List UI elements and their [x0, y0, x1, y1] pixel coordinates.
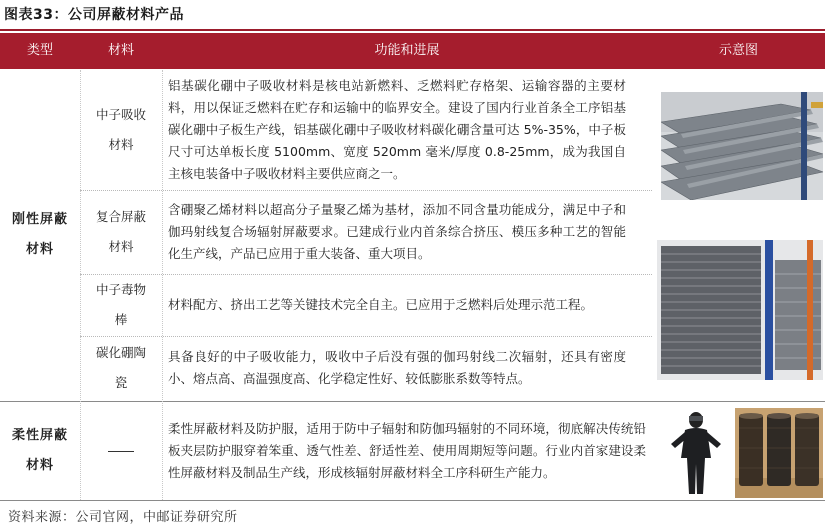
table-header [0, 33, 825, 69]
material-line: 材料 [108, 239, 134, 254]
type-flexible [0, 402, 80, 500]
group-divider [0, 401, 825, 402]
material-line: 瓷 [114, 375, 128, 390]
source-note: 资料来源：公司官网，中邮证券研究所 [8, 510, 238, 525]
material-line: 中子毒物 [95, 282, 146, 297]
material-line: 碳化硼陶 [95, 345, 146, 360]
material-line: 材料 [108, 137, 134, 152]
material-flexible [80, 402, 162, 500]
suit-photo [661, 408, 731, 498]
material-line: 棒 [114, 312, 128, 327]
header-image: 示意图 [718, 43, 758, 58]
header-type: 类型 [26, 43, 53, 58]
figure-title: 图表33：公司屏蔽材料产品 [4, 7, 184, 23]
type-rigid-line2: 材料 [25, 242, 54, 257]
type-rigid-line1: 刚性屏蔽 [11, 212, 68, 227]
material-poison-rod [80, 274, 162, 336]
title-rule [0, 29, 825, 31]
material-ceramic [80, 336, 162, 400]
rolls-photo [735, 408, 823, 498]
desc-composite: 含硼聚乙烯材料以超高分子量聚乙烯为基材，添加不同含量功能成分，满足中子和伽玛射线复合场辐射屏蔽要求。已建成行业内首条综合挤压、模压多种工艺的智能化生产线，产品已应用于重大装备、重大项目。 [168, 202, 626, 261]
stacks-photo [657, 240, 823, 380]
material-dash [108, 451, 134, 452]
row-divider [80, 336, 652, 337]
col-divider [80, 70, 81, 500]
col-divider [162, 70, 163, 500]
type-rigid [0, 70, 80, 400]
table-bottom-rule [0, 500, 825, 501]
plates-photo [661, 92, 823, 200]
material-composite [80, 190, 162, 274]
desc-flexible: 柔性屏蔽材料及防护服，适用于防中子辐射和防伽玛辐射的不同环境，彻底解决传统铅板夹层防护服穿着笨重、透气性差、舒适性差、使用周期短等问题。行业内首家建设柔性屏蔽材料及制品生产线，形成核辐射屏蔽材料全工序科研生产能力。 [168, 421, 646, 480]
desc-ceramic: 具备良好的中子吸收能力，吸收中子后没有强的伽玛射线二次辐射，还具有密度小、熔点高、高温强度高、化学稳定性好、较低膨胀系数等特点。 [168, 349, 626, 386]
material-neutron-absorber [80, 70, 162, 190]
row-divider [80, 274, 652, 275]
material-line: 复合屏蔽 [95, 209, 146, 224]
desc-poison-rod: 材料配方、挤出工艺等关键技术完全自主。已应用于乏燃料后处理示范工程。 [168, 297, 594, 312]
header-function: 功能和进展 [374, 43, 440, 58]
material-line: 中子吸收 [95, 107, 146, 122]
type-flexible-line2: 材料 [25, 458, 54, 473]
header-material: 材料 [107, 43, 134, 58]
type-flexible-line1: 柔性屏蔽 [11, 428, 68, 443]
row-divider [80, 190, 652, 191]
desc-neutron-absorber: 铝基碳化硼中子吸收材料是核电站新燃料、乏燃料贮存格架、运输容器的主要材料，用以保证乏燃料在贮存和运输中的临界安全。建设了国内行业首条全工序铝基碳化硼中子板生产线，铝基碳化硼中子吸收材料碳化硼含量可达 5%-35%，中子板尺寸可达单板长度 5100mm、宽度 520mm 毫米/厚度 0.8-25mm，成为我国自主核电装备中子吸收材料主要供应商之一。 [168, 78, 626, 181]
